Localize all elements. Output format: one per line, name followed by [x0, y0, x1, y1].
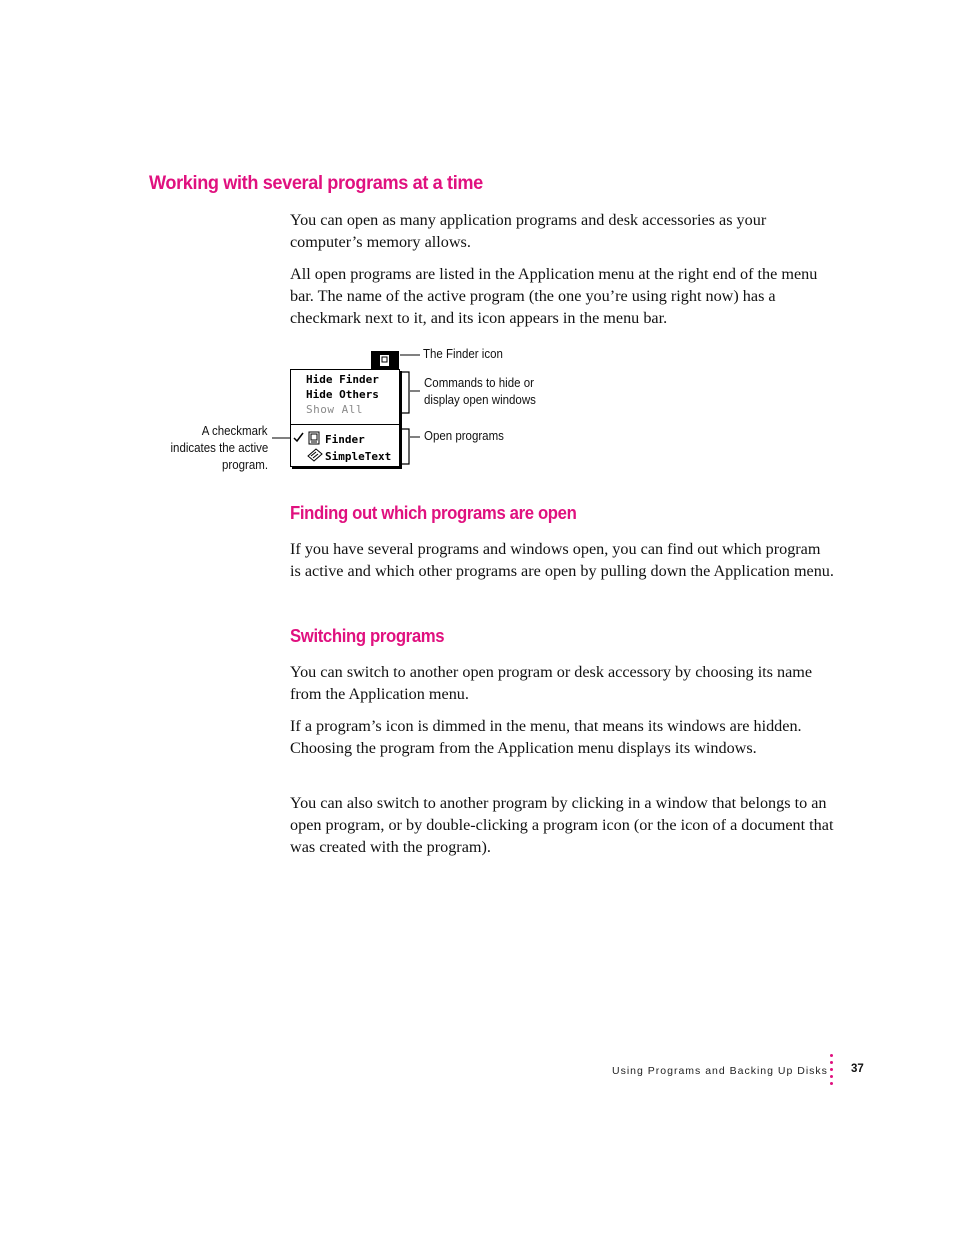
subsection-heading-switching: Switching programs: [290, 626, 445, 646]
menu-item-simpletext: SimpleText: [325, 450, 392, 463]
menu-item-hide-finder: Hide Finder: [306, 373, 379, 386]
switching-paragraph-3: You can also switch to another program by clicking in a window that belongs to an open program, or by double-clicking a program icon (or the icon of a document that was created with the program).: [290, 794, 834, 856]
menu-item-show-all: Show All: [306, 403, 363, 416]
subsection-heading-finding: Finding out which programs are open: [290, 503, 577, 523]
switching-paragraph-2: If a program’s icon is dimmed in the menu, that means its windows are hidden. Choosing the program from the Application menu displays its windows.: [290, 717, 802, 757]
callout-commands-line2: display open windows: [424, 393, 536, 407]
callout-checkmark-line3: program.: [221, 458, 268, 472]
finder-program-icon: [308, 431, 320, 445]
menubar-finder-icon: [371, 351, 399, 370]
section-heading: Working with several programs at a time: [149, 172, 483, 194]
finder-icon: [371, 351, 399, 370]
callout-commands-line1: Commands to hide or: [424, 376, 534, 390]
simpletext-icon: [307, 448, 323, 462]
checkmark-icon: [293, 432, 305, 444]
menu-separator: [291, 424, 399, 425]
footer-chapter-title: Using Programs and Backing Up Disks: [612, 1065, 828, 1077]
page-number: 37: [851, 1063, 864, 1075]
callout-checkmark-line1: A checkmark: [202, 424, 268, 438]
callout-open-programs: Open programs: [424, 429, 504, 443]
switching-paragraph-1: You can switch to another open program or desk accessory by choosing its name from the Application menu.: [290, 663, 813, 703]
footer-dot-divider: [830, 1054, 834, 1089]
callout-checkmark-line2: indicates the active: [170, 441, 268, 455]
application-menu: [290, 369, 400, 467]
intro-paragraph-2: All open programs are listed in the Application menu at the right end of the menu bar. The name of the active program (the one you’re using right now) has a checkmark next to it, and its icon appears in the menu bar.: [290, 265, 818, 327]
menu-item-hide-others: Hide Others: [306, 388, 379, 401]
menu-item-finder: Finder: [325, 433, 365, 446]
callout-finder-icon: The Finder icon: [423, 347, 503, 361]
finding-paragraph-1: If you have several programs and windows open, you can find out which program is active and which other programs are open by pulling down the Application menu.: [290, 540, 834, 580]
intro-paragraph-1: You can open as many application programs and desk accessories as your computer’s memory allows.: [290, 211, 767, 251]
